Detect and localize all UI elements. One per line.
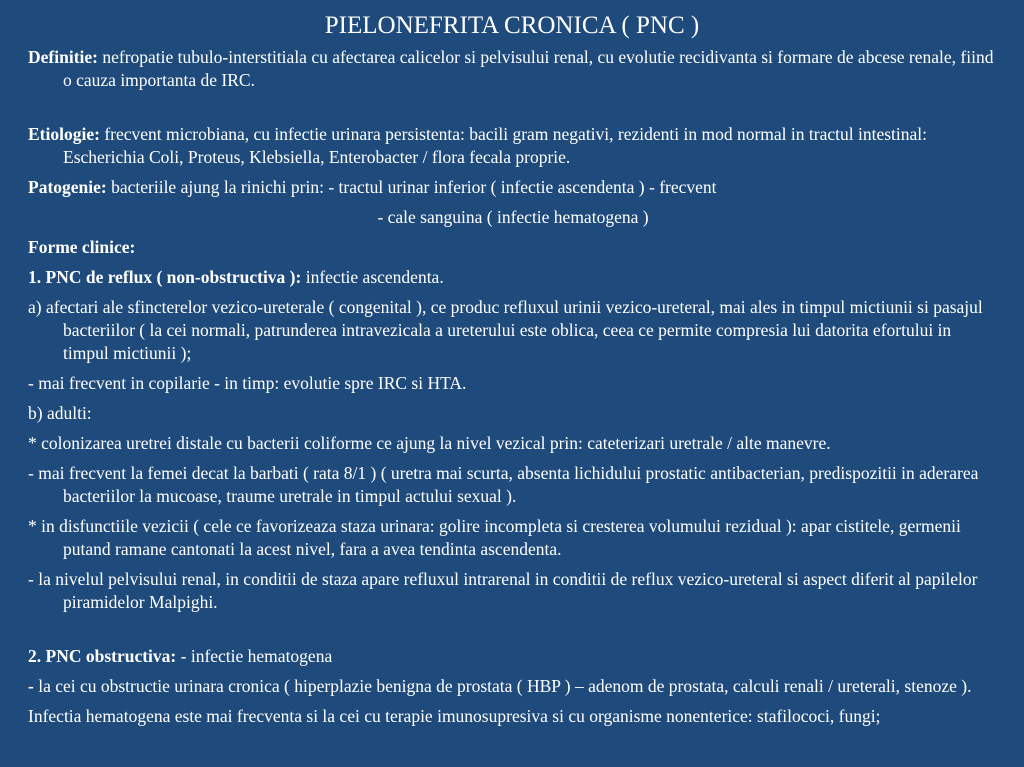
pathogenesis-text: bacteriile ajung la rinichi prin: - tractul urinar inferior ( infectie ascendenta ) - frecvent <box>106 177 717 197</box>
spacer <box>28 621 998 645</box>
reflux-point-dysfunction: * in disfunctiile vezicii ( cele ce favorizeaza staza urinara: golire incompleta si cresterea volumului rezidual ): apar cistitele, germenii putand ramane cantonati la acest nivel, fara a avea tendinta ascendenta. <box>28 516 961 559</box>
spacer <box>28 99 998 123</box>
reflux-heading <box>28 266 998 289</box>
clinical-forms-label: Forme clinice: <box>28 237 136 257</box>
reflux-point-women: - mai frecvent la femei decat la barbati ( rata 8/1 ) ( uretra mai scurta, absenta lichidului prostatic antibacterian, predispozitii in aderarea bacteriilor la mucoase, traume uretrale in timpul actului sexual ). <box>28 463 979 506</box>
obstructive-point <box>28 675 998 698</box>
etiology-paragraph <box>28 123 998 169</box>
reflux-text: infectie ascendenta. <box>301 267 444 287</box>
reflux-point-pelvis: - la nivelul pelvisului renal, in conditii de staza apare refluxul intrarenal in conditii de reflux vezico-ureteral si aspect diferit al papilelor piramidelor Malpighi. <box>28 569 978 612</box>
obstructive-text: - infectie hematogena <box>176 646 333 666</box>
obstructive-label: 2. PNC obstructiva: <box>28 646 177 666</box>
reflux-point-colonization: * colonizarea uretrei distale cu bacterii coliforme ce ajung la nivel vezical prin: cateterizari uretrale / alte manevre. <box>28 433 831 453</box>
slide-content <box>28 46 998 735</box>
clinical-forms-heading <box>28 236 998 259</box>
reflux-label: 1. PNC de reflux ( non-obstructiva ): <box>28 267 302 287</box>
obstructive-point-text: la cei cu obstructie urinara cronica ( hiperplazie benigna de prostata ( HBP ) – adenom de prostata, calculi renali / ureterali, stenoze ). <box>38 676 972 696</box>
reflux-point-b: b) adulti: <box>28 403 92 423</box>
pathogenesis-line2: - cale sanguina ( infectie hematogena ) <box>377 207 649 227</box>
hematogenous-note: Infectia hematogena este mai frecventa si la cei cu terapie imunosupresiva si cu organisme nonenterice: stafilococi, fungi; <box>28 706 881 726</box>
obstructive-heading <box>28 645 998 668</box>
obstructive-dash: - <box>28 676 39 696</box>
pathogenesis-label: Patogenie: <box>28 177 107 197</box>
etiology-text: frecvent microbiana, cu infectie urinara persistenta: bacili gram negativi, rezidenti in mod normal in tractul intestinal: Escherichia Coli, Proteus, Klebsiella, Enterobacter / flora fecala proprie. <box>63 124 927 167</box>
definition-paragraph <box>28 46 998 92</box>
definition-label: Definitie: <box>28 47 98 67</box>
pathogenesis-paragraph <box>28 176 998 199</box>
etiology-label: Etiologie: <box>28 124 100 144</box>
definition-text: nefropatie tubulo-interstitiala cu afectarea calicelor si pelvisului renal, cu evolutie recidivanta si formare de abcese renale, fiind o cauza importanta de IRC. <box>63 47 994 90</box>
reflux-point-childhood: - mai frecvent in copilarie - in timp: evolutie spre IRC si HTA. <box>28 373 467 393</box>
reflux-point-a: a) afectari ale sfincterelor vezico-ureterale ( congenital ), ce produc refluxul urinii vezico-ureteral, mai ales in timpul mictiunii si pasajul bacteriilor ( la cei normali, patrunderea intravezicala a ureterului este oblica, ceea ce permite compresia lui datorita efortului in timpul mictiunii ); <box>28 297 983 363</box>
page-title: PIELONEFRITA CRONICA ( PNC ) <box>324 12 700 39</box>
